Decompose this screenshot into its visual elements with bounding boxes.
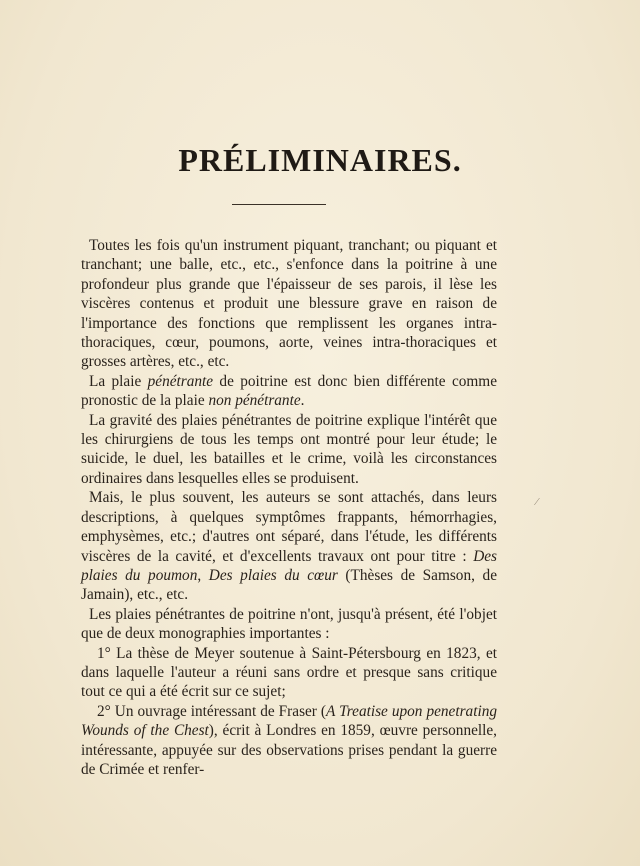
italic-title: Des plaies du cœur	[208, 566, 338, 584]
text-run: Mais, le plus souvent, les auteurs se sont attachés, dans leurs descriptions, à quelques symptômes frappants, hémorrhagies, emphysèmes, etc.; d'autres ont séparé, dans l'étude, les différents viscères de la cavité, et d'excellents travaux ont pour titre :	[81, 489, 497, 565]
italic-title: Des plaies du poumon	[81, 547, 497, 584]
italic-title: A Treatise upon penetrating Wounds of the Chest	[81, 702, 497, 740]
text-run: 2° Un ouvrage intéressant de Fraser (	[97, 702, 327, 720]
text-run: ,	[197, 566, 209, 584]
paragraph-4	[81, 488, 497, 604]
title-rule	[232, 204, 326, 205]
page-title: PRÉLIMINAIRES.	[178, 142, 462, 178]
text-run: ), écrit à Londres en 1859, œuvre personnelle, intéressante, appuyée sur des observations prises pendant la guerre de Crimée et renfer-	[81, 722, 497, 778]
text-run: (Thèses de Samson, de Jamain), etc., etc.	[81, 566, 497, 604]
paragraph-2	[81, 372, 497, 411]
italic-term: pénétrante	[147, 372, 214, 390]
body-text	[81, 236, 497, 779]
paragraph-7	[81, 702, 497, 780]
paragraph-3: La gravité des plaies pénétrantes de poitrine explique l'intérêt que les chirurgiens de tous les temps ont montré pour leur étude; le suicide, le duel, les batailles et le crime, voilà les circonstances ordinaires dans lesquelles elles se produisent.	[81, 411, 497, 487]
paragraph-1: Toutes les fois qu'un instrument piquant, tranchant; ou piquant et tranchant; une balle, etc., etc., s'enfonce dans la poitrine à une profondeur plus grande que l'épaisseur de ses parois, il lèse les viscères contenus et produit une blessure grave en raison de l'importance des fonctions que remplissent les organes intra-thoraciques, cœur, poumons, aorte, veines intra-thoraciques et grosses artères, etc., etc.	[81, 237, 497, 371]
margin-mark: ⁄	[536, 496, 538, 508]
text-run: .	[300, 392, 305, 410]
text-run: de poitrine est donc bien différente comme pronostic de la plaie	[81, 372, 497, 410]
paragraph-5: Les plaies pénétrantes de poitrine n'ont, jusqu'à présent, été l'objet que de deux monographies importantes :	[81, 605, 497, 643]
text-run: La plaie	[89, 372, 148, 390]
italic-term: non pénétrante	[208, 392, 301, 410]
paragraph-6: 1° La thèse de Meyer soutenue à Saint-Pétersbourg en 1823, et dans laquelle l'auteur a réuni sans ordre et presque sans critique tout ce qui a été écrit sur ce sujet;	[81, 644, 497, 701]
